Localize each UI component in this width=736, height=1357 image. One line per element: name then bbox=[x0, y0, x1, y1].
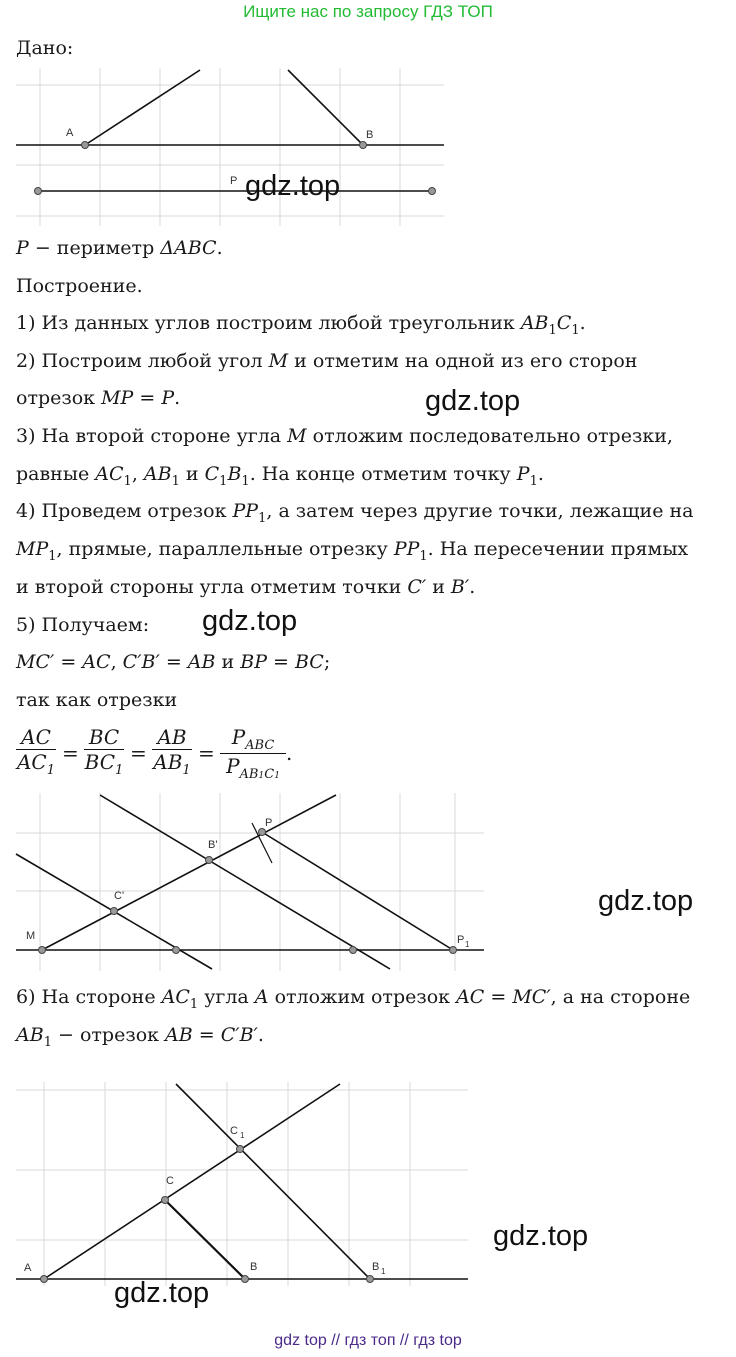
step-5: 5) Получаем: bbox=[16, 614, 150, 636]
watermark: gdz.top bbox=[114, 1277, 210, 1309]
since-line: так как отрезки bbox=[16, 689, 178, 711]
watermark: gdz.top bbox=[425, 385, 521, 417]
footer-links[interactable]: gdz top // гдз топ // гдз top bbox=[274, 1332, 462, 1349]
label-b1: B bbox=[372, 1261, 380, 1273]
label-p: P bbox=[265, 817, 273, 829]
given-label: Дано: bbox=[16, 37, 74, 59]
step-3a: 3) На второй стороне угла M отложим последовательно отрезки, bbox=[16, 425, 673, 447]
step-2b: отрезок MP = P. bbox=[16, 387, 181, 409]
step-6a: 6) На стороне $AC_1$ угла A отложим отрезок AC = MC′, а на стороне bbox=[16, 986, 691, 1012]
watermark: gdz.top bbox=[245, 170, 341, 202]
label-b: B bbox=[250, 1261, 258, 1273]
parallel-b bbox=[100, 795, 390, 969]
watermark: gdz.top bbox=[202, 605, 298, 637]
side-ac bbox=[85, 70, 200, 145]
svg-text:1: 1 bbox=[465, 940, 470, 949]
figure-result bbox=[0, 1082, 736, 1287]
second-side bbox=[42, 795, 336, 950]
step-4c: и второй стороны угла отметим точки C′ и B′. bbox=[16, 576, 476, 598]
step-2a: 2) Построим любой угол M и отметим на одной из его сторон bbox=[16, 350, 638, 372]
step-6b: $AB_1$ − отрезок AB = C′B′. bbox=[16, 1024, 264, 1050]
label-b: B bbox=[366, 129, 374, 141]
step-3b: равные $AC_1$, $AB_1$ и $C_1B_1$. На конце отметим точку $P_1$. bbox=[16, 463, 544, 489]
step-4a: 4) Проведем отрезок $PP_1$, а затем через другие точки, лежащие на bbox=[16, 500, 694, 526]
step-1: 1) Из данных углов построим любой треугольник $AB_1C_1$. bbox=[16, 312, 586, 338]
side-ac1 bbox=[44, 1084, 340, 1279]
svg-text:1: 1 bbox=[381, 1267, 386, 1276]
side-bc bbox=[288, 70, 363, 145]
label-b-prime: B' bbox=[208, 839, 218, 851]
step-4b: $MP_1$, прямые, параллельные отрезку $PP_1$. На пересечении прямых bbox=[16, 538, 689, 564]
figure-given bbox=[0, 68, 736, 228]
label-c-prime: C' bbox=[114, 890, 125, 902]
label-c1: C bbox=[230, 1125, 238, 1137]
label-c: C bbox=[166, 1175, 174, 1187]
watermark: gdz.top bbox=[598, 885, 694, 917]
svg-text:1: 1 bbox=[240, 1131, 245, 1140]
construction-heading: Построение. bbox=[16, 275, 143, 297]
label-p1: P bbox=[457, 934, 465, 946]
figure-construction bbox=[0, 793, 736, 973]
side-b1c1 bbox=[176, 1084, 370, 1279]
watermark: gdz.top bbox=[493, 1220, 589, 1252]
result-line: MC′ = AC, C′B′ = AB и BP = BC; bbox=[16, 651, 331, 673]
perimeter-line: P − периметр ΔABC. bbox=[16, 237, 223, 259]
label-p: P bbox=[230, 175, 238, 187]
label-a: A bbox=[66, 127, 74, 139]
header-banner[interactable]: Ищите нас по запросу ГДЗ ТОП bbox=[243, 2, 493, 21]
label-m: M bbox=[26, 930, 36, 942]
label-a: A bbox=[24, 1262, 32, 1274]
